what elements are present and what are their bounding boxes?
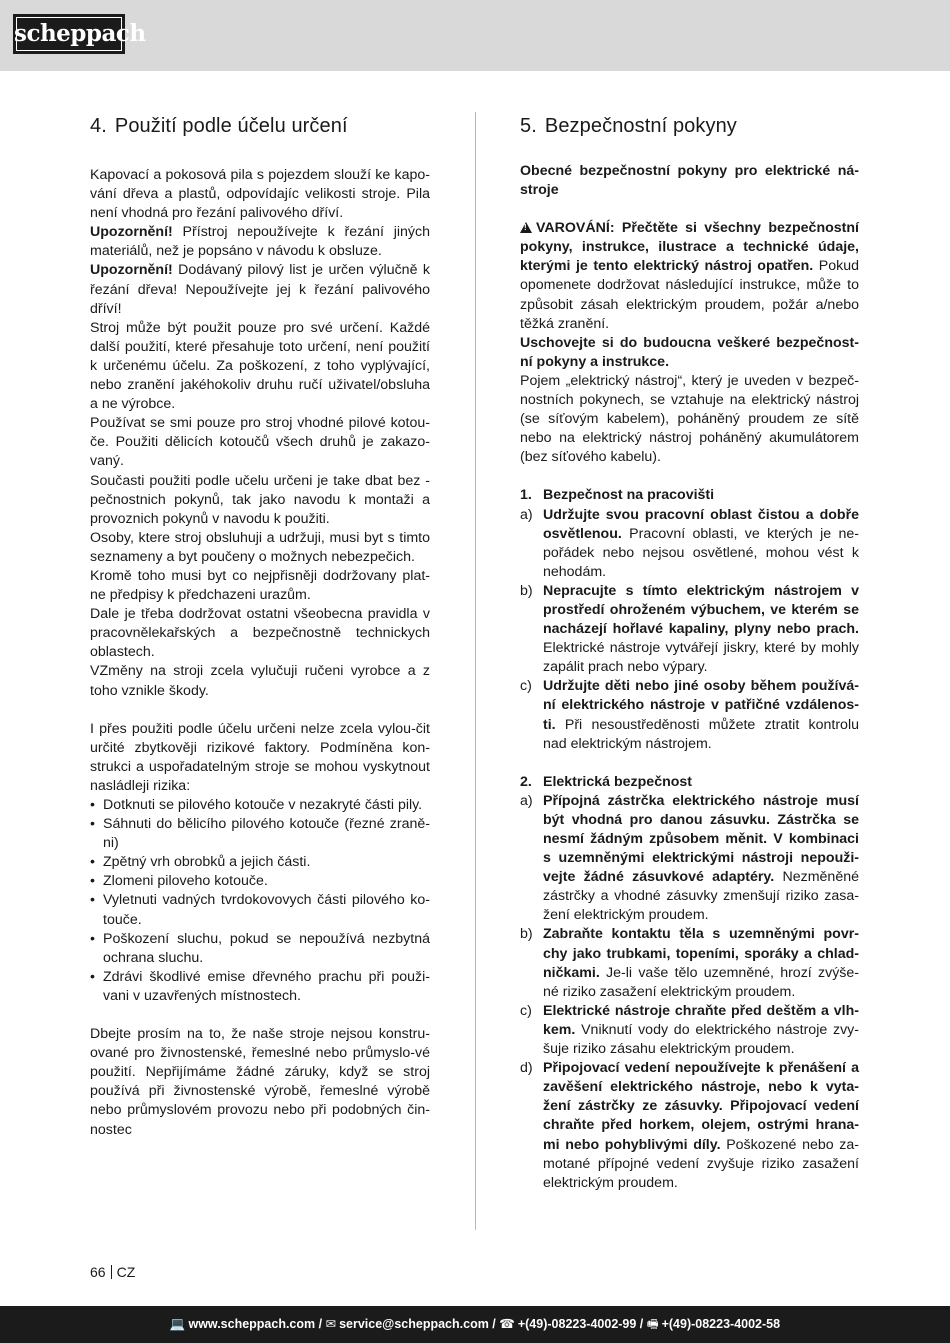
section-1-number: 1. xyxy=(520,487,532,504)
list-item: • Zdrávi škodlivé emise dřevného prachu při použi-vani v uzavřených místnostech. xyxy=(90,968,430,1006)
list-item: • Zpětný vrh obrobků a jejich části. xyxy=(90,853,430,872)
notice-label: Upozornění! xyxy=(90,224,173,241)
item-bold: Nepracujte s tímto elektrickým nástrojem v prostředí ohroženém výbuchem, ve kterém se nacházejí hořlavé kapaliny, plyny nebo prach. xyxy=(543,582,859,638)
warning-bold: VAROVÁNÍ: Přečtěte si všechny bezpečnostní pokyny, instrukce, ilustrace a technické údaje, kterými je tento elektrický nástroj opatřen. xyxy=(520,220,859,275)
right-column xyxy=(520,112,859,1193)
item-text: Elektrické nástroje vytvářejí jiskry, které by mohly zapálit prach nebo výpary. xyxy=(543,640,859,676)
spacer xyxy=(90,701,430,720)
item-text: Vniknutí vody do elektrického nástroje zvy-šuje riziko zásahu elektrickým proudem. xyxy=(543,1021,859,1058)
item-bold: Elektrické nástroje chraňte před deštěm a vlh-kem. xyxy=(543,1002,859,1038)
item-text: Při nesoustředěnosti můžete ztratit kontrolu nad elektrickým nástrojem. xyxy=(543,716,859,752)
item-letter: b) xyxy=(520,926,533,943)
paragraph: Kromě toho musi byt co nejpřisněji dodržovany plat-ne předpisy k předchazeni urazům. xyxy=(90,567,430,604)
paragraph: VZměny na stroji zcela vylučuji ručeni vyrobce a z toho vznikle škody. xyxy=(90,663,430,699)
email-link[interactable]: service@scheppach.com / xyxy=(339,1317,496,1331)
notice-label: Upozornění! xyxy=(90,262,173,279)
section-5-heading xyxy=(520,112,859,140)
item-text: Nezměněné zástrčky a vhodné zásuvky zmenšují riziko zasa-žení elektrickým proudem. xyxy=(543,869,859,924)
scheppach-logo[interactable]: scheppach xyxy=(13,14,125,54)
item-letter: a) xyxy=(520,792,533,809)
paragraph: Používat se smi pouze pro stroj vhodné pilové kotou-če. Použiti dělicích kotoučů všech druhů je zakazo-vaný. xyxy=(90,415,430,470)
list-item xyxy=(520,792,859,926)
section-1-heading xyxy=(520,486,859,505)
item-bold: Přípojná zástrčka elektrického nástroje musí být vhodná pro danou zásuvku. Zástrčka se nesmí žádným způsobem měnit. V kombinaci s uzemněnými elektrickými nástroji nepouži-vejte žádné zásuvkové adaptéry. xyxy=(543,792,859,886)
contact-bar xyxy=(0,1306,950,1343)
separator xyxy=(111,1265,112,1279)
warning-text: Pokud opomenete dodržovat následující instrukce, může to způsobit zásah elektrickým proudem, požár a/nebo těžká zranění. xyxy=(520,258,860,332)
keep-instructions xyxy=(520,334,859,372)
item-text: Poškozené nebo za-motané přípojné vedení zvyšuje riziko zasažení elektrickým proudem. xyxy=(543,1136,859,1191)
item-letter: c) xyxy=(520,1002,532,1019)
left-column xyxy=(90,112,430,1140)
list-item xyxy=(520,506,859,582)
risk-list xyxy=(90,796,430,1006)
list-item: • Poškození sluchu, pokud se nepoužívá nezbytná ochrana sluchu. xyxy=(90,930,430,968)
subtitle: Obecné bezpečnostní pokyny pro elektrické ná-stroje xyxy=(520,163,859,199)
column-divider xyxy=(475,112,476,1230)
notice-paragraph xyxy=(90,223,430,261)
notice-text: Přístroj nepoužívejte k řezání jiných materiálů, než je popsáno v návodu k obsluze. xyxy=(90,224,430,260)
computer-icon: 💻 xyxy=(169,1317,186,1331)
item-text: Je-li vaše tělo uzemněné, hrozí zvýše-né riziko zasažení elektrickým proudem. xyxy=(543,964,859,1000)
section-4-heading xyxy=(90,112,430,140)
section-2-title: Elektrická bezpečnost xyxy=(543,773,693,790)
section-1-title: Bezpečnost na pracovišti xyxy=(543,487,715,504)
list-item: • Zlomeni piloveho kotouče. xyxy=(90,872,430,891)
item-letter: c) xyxy=(520,678,532,695)
list-item: • Dotknuti se pilového kotouče v nezakryté části pily. xyxy=(90,796,430,815)
list-item: • Sáhnuti do bělicího pilového kotouče (řezné zraně-ni) xyxy=(90,815,430,853)
paragraph: Současti použiti podle učelu určeni je take dbat bez - pečnostnich pokynů, tak jako navodu k montaži a provoznich pokynů v navodu k použiti. xyxy=(90,472,430,527)
notice-paragraph xyxy=(90,261,430,318)
item-bold: Připojovací vedení nepoužívejte k přenášení a zavěšení elektrického nástroje, nebo k vyta-žení zástrčky ze zásuvky. Připojovací vedení chraňte před horkem, olejem, ostrými hrana-mi nebo pohyblivými díly. xyxy=(543,1060,859,1153)
page-number xyxy=(90,1264,135,1280)
paragraph: Dale je třeba dodržovat ostatni všeobecna pravidla v pracovnělekařských a bezpečnostně technickych oblastech. xyxy=(90,606,430,661)
section-4-title: Použití podle účelu určení xyxy=(114,115,348,137)
keep-instructions-bold: Uschovejte si do budoucna veškeré bezpečnost-ní pokyny a instrukce. xyxy=(520,334,859,370)
list-item xyxy=(520,582,859,677)
language-code: CZ xyxy=(116,1264,136,1280)
spacer xyxy=(520,754,859,773)
list-item xyxy=(520,1059,859,1193)
section-5-title: Bezpečnostní pokyny xyxy=(544,115,737,137)
spacer xyxy=(520,467,859,486)
notice-text: Dodávaný pilový list je určen výlučně k řezání dřeva! Nepoužívejte jej k řezání palivového dříví! xyxy=(90,262,430,317)
list-item: • Vyletnuti vadných tvrdokovovych části pilového ko-touče. xyxy=(90,891,430,929)
paragraph: Pojem „elektrický nástroj“, který je uveden v bezpeč-nostních pokynech, se vztahuje na elektrický nástroj (se síťovým kabelem), poháněný proudem ze sítě nebo na elektrický nástroj poháněný akumulátorem (bez síťového kabelu). xyxy=(520,372,859,466)
item-bold: Udržujte děti nebo jiné osoby během používá-ní elektrického nástroje v patřičné vzdálenos-ti. xyxy=(543,678,859,733)
paragraph: I přes použiti podle účelu určeni nelze zcela vylou-čit určité zbytkověji rizikové faktory. Podmíněna kon-strukci a uspořadatelným stroje se mohou vyskytnout nasládleji rizika: xyxy=(90,720,430,794)
page-number-value: 66 xyxy=(90,1264,106,1280)
paragraph: Kapovací a pokosová pila s pojezdem slouží ke kapo-vání dřeva a plastů, odpovídajíc velikosti stroje. Pila není vhodná pro řezání palivového dříví. xyxy=(90,167,430,222)
section-2-number: 2. xyxy=(520,773,532,790)
list-item xyxy=(520,925,859,1001)
list-item xyxy=(520,1002,859,1059)
section-2-heading xyxy=(520,773,859,792)
item-bold: Zabraňte kontaktu těla s uzemněnými povr-chy jako trubkami, topeními, sporáky a chlad-ničkami. xyxy=(543,926,859,981)
paragraph: Dbejte prosím na to, že naše stroje nejsou konstru-ované pro živnostenské, řemeslné nebo průmyslo-vé použití. Nepřijímáme žádné záruky, když se stroj používá při živnostenské výrobě, řemeslné výrobě nebo průmyslovém provozu nebo při podobných čin-nostec xyxy=(90,1026,430,1138)
section-5-number: 5. xyxy=(520,115,537,137)
mail-icon: ✉ xyxy=(325,1317,337,1331)
fax-icon: 🖷 xyxy=(646,1317,659,1331)
section-4-number: 4. xyxy=(90,115,107,137)
item-bold: Udržujte svou pracovní oblast čistou a dobře osvětlenou. xyxy=(543,506,859,542)
header-bar xyxy=(0,0,950,71)
list-item xyxy=(520,677,859,753)
warning-paragraph xyxy=(520,219,859,334)
item-text: Pracovní oblasti, ve kterých je ne-pořádek nebo nejsou osvětlené, mohou vést k nehodám. xyxy=(543,525,859,580)
spacer xyxy=(520,200,859,219)
paragraph: Osoby, ktere stroj obsluhuji a udržuji, musi byt s timto seznameny a byt poučeny o možnych nebezpečich. xyxy=(90,529,430,565)
warning-icon xyxy=(520,222,532,233)
website-link[interactable]: www.scheppach.com / xyxy=(188,1317,323,1331)
fax-number: +(49)-08223-4002-58 xyxy=(661,1317,781,1331)
spacer xyxy=(90,1006,430,1025)
phone-number: +(49)-08223-4002-99 / xyxy=(517,1317,644,1331)
item-letter: d) xyxy=(520,1060,533,1077)
paragraph: Stroj může být použit pouze pro své určení. Každé další použití, které přesahuje toto určení, není použití k určenému účelu. Za poškození, z toho vyplývající, nebo zranění jakéhokoliv druhu ručí uživatel/obsluha a ne výrobce. xyxy=(90,319,430,413)
phone-icon: ☎ xyxy=(499,1317,515,1331)
item-letter: b) xyxy=(520,582,533,599)
item-letter: a) xyxy=(520,506,533,523)
